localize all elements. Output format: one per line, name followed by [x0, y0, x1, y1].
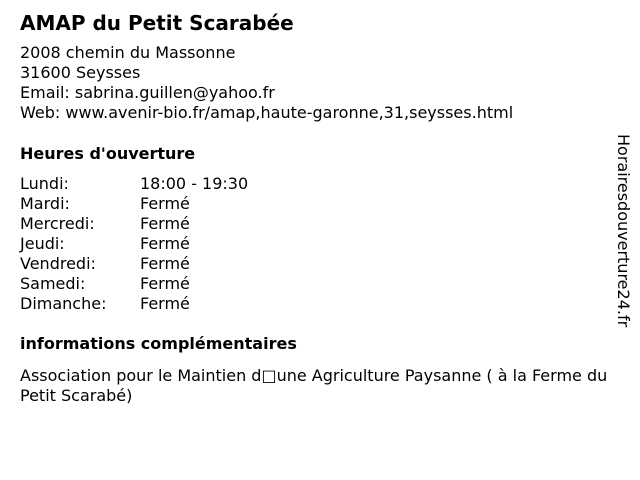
day-label: Mardi: — [20, 194, 70, 213]
contact-block — [20, 43, 513, 123]
hours-value: Fermé — [140, 274, 190, 293]
hours-value: Fermé — [140, 294, 190, 313]
day-label: Mercredi: — [20, 214, 95, 233]
hours-row-friday — [20, 254, 248, 274]
hours-row-sunday — [20, 294, 248, 314]
day-label: Vendredi: — [20, 254, 96, 273]
hours-table — [20, 174, 248, 314]
day-label: Dimanche: — [20, 294, 107, 313]
business-name: AMAP du Petit Scarabée — [20, 11, 294, 35]
hours-value: Fermé — [140, 234, 190, 253]
hours-value: Fermé — [140, 194, 190, 213]
info-heading: informations complémentaires — [20, 334, 297, 353]
hours-row-tuesday — [20, 194, 248, 214]
hours-value: 18:00 - 19:30 — [140, 174, 249, 193]
web-line: Web: www.avenir-bio.fr/amap,haute-garonne,31,seysses.html — [20, 103, 514, 122]
info-description: Association pour le Maintien d□une Agriculture Paysanne ( à la Ferme du Petit Scarabé) — [20, 366, 608, 405]
hours-row-monday — [20, 174, 248, 194]
hours-row-thursday — [20, 234, 248, 254]
watermark-label: Horairesdouverture24.fr — [614, 134, 633, 328]
address-city: 31600 Seysses — [20, 63, 141, 82]
email-line: Email: sabrina.guillen@yahoo.fr — [20, 83, 275, 102]
hours-value: Fermé — [140, 254, 190, 273]
address-street: 2008 chemin du Massonne — [20, 43, 236, 62]
hours-row-wednesday — [20, 214, 248, 234]
hours-heading: Heures d'ouverture — [20, 144, 196, 163]
hours-row-saturday — [20, 274, 248, 294]
day-label: Jeudi: — [20, 234, 65, 253]
hours-value: Fermé — [140, 214, 190, 233]
day-label: Samedi: — [20, 274, 86, 293]
day-label: Lundi: — [20, 174, 69, 193]
